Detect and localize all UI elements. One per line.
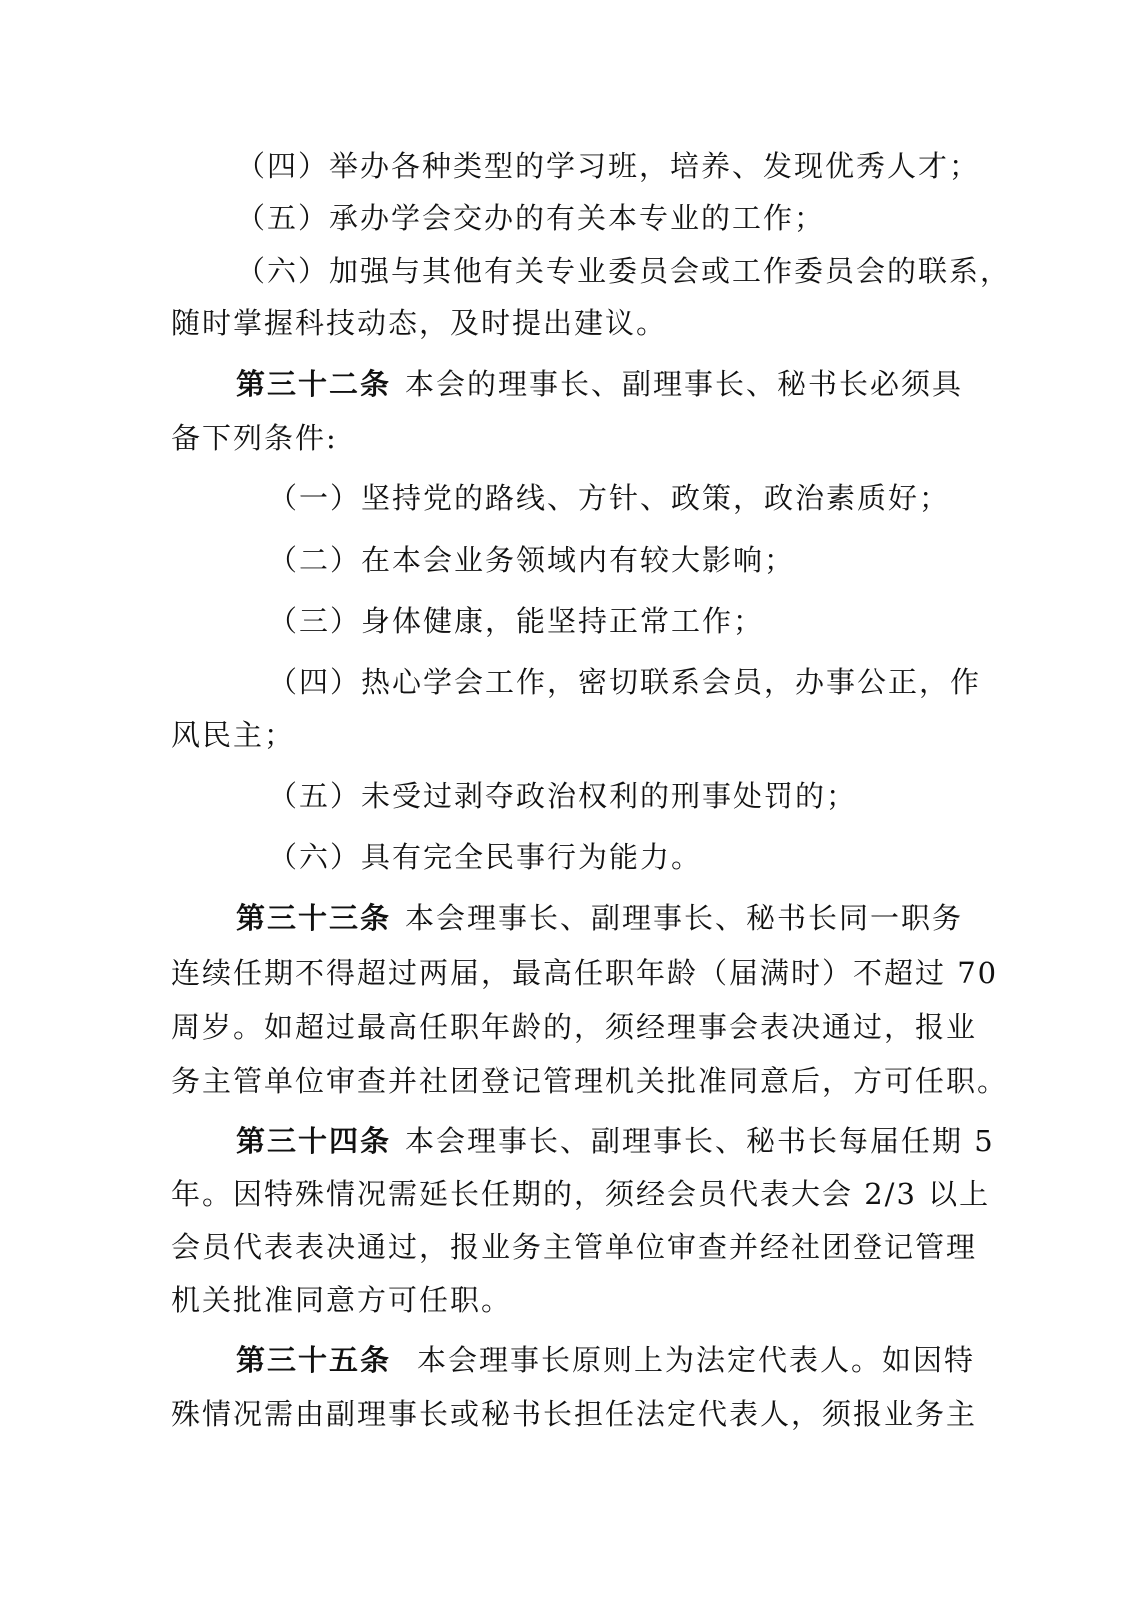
condition-item: （二）在本会业务领域内有较大影响； xyxy=(268,543,796,577)
condition-item: （一）坚持党的路线、方针、政策，政治素质好； xyxy=(268,481,951,515)
condition-item: （三）身体健康，能坚持正常工作； xyxy=(268,604,765,638)
article-35-line xyxy=(236,1340,975,1380)
list-item: （六）加强与其他有关专业委员会或工作委员会的联系， xyxy=(236,254,1012,288)
article-33-line: 务主管单位审查并社团登记管理机关批准同意后，方可任职。 xyxy=(171,1064,1009,1098)
list-item: （五）承办学会交办的有关本专业的工作； xyxy=(236,201,826,235)
article-label: 第三十四条 xyxy=(236,1124,392,1158)
article-text: 本会理事长原则上为法定代表人。如因特 xyxy=(417,1343,976,1377)
article-label: 第三十二条 xyxy=(236,367,392,401)
article-34-line xyxy=(236,1121,995,1161)
article-label: 第三十三条 xyxy=(236,901,392,935)
article-34-line: 机关批准同意方可任职。 xyxy=(171,1283,513,1317)
condition-item: （六）具有完全民事行为能力。 xyxy=(268,840,703,874)
article-32-line: 备下列条件: xyxy=(171,421,338,455)
article-33-line: 周岁。如超过最高任职年龄的，须经理事会表决通过，报业 xyxy=(171,1010,978,1044)
article-label: 第三十五条 xyxy=(236,1343,392,1377)
article-35-line: 殊情况需由副理事长或秘书长担任法定代表人，须报业务主 xyxy=(171,1397,978,1431)
article-text: 本会理事长、副理事长、秘书长同一职务 xyxy=(405,901,964,935)
article-34-line: 会员代表表决通过，报业务主管单位审查并经社团登记管理 xyxy=(171,1230,978,1264)
article-text: 本会理事长、副理事长、秘书长每届任期 5 xyxy=(405,1124,995,1158)
list-item: （四）举办各种类型的学习班，培养、发现优秀人才； xyxy=(236,149,981,183)
article-32-line xyxy=(236,364,963,404)
condition-item: （五）未受过剥夺政治权利的刑事处罚的； xyxy=(268,779,858,813)
article-33-line xyxy=(236,898,963,938)
article-33-line: 连续任期不得超过两届，最高任职年龄（届满时）不超过 70 xyxy=(171,956,999,990)
article-34-line: 年。因特殊情况需延长任期的，须经会员代表大会 2/3 以上 xyxy=(171,1177,991,1211)
condition-item-continuation: 风民主； xyxy=(171,718,296,752)
list-item-continuation: 随时掌握科技动态，及时提出建议。 xyxy=(171,306,668,340)
article-text: 本会的理事长、副理事长、秘书长必须具 xyxy=(405,367,964,401)
condition-item: （四）热心学会工作，密切联系会员，办事公正，作 xyxy=(268,665,982,699)
